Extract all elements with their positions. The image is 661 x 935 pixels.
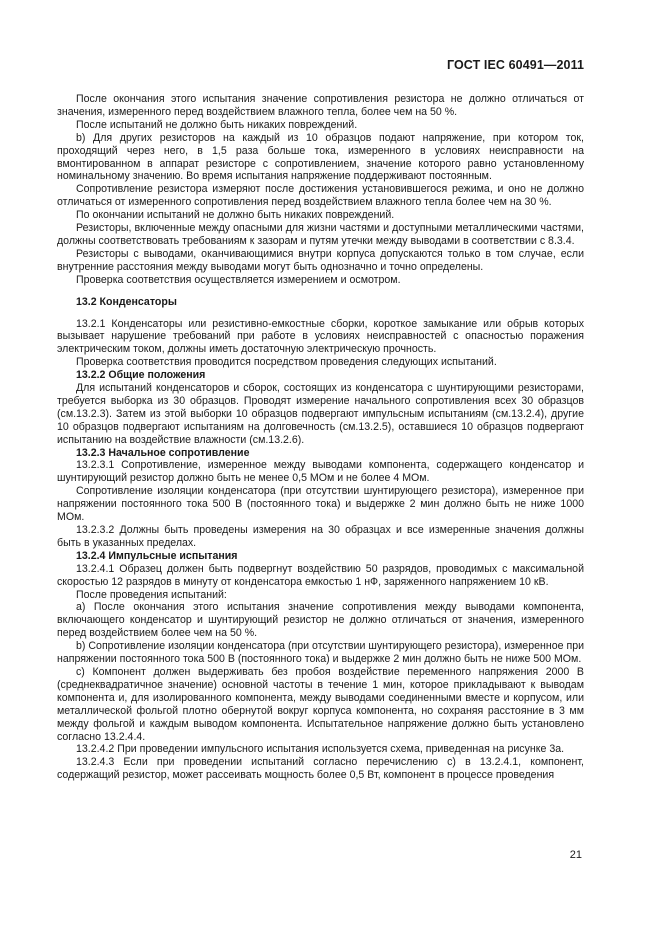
paragraph: После испытаний не должно быть никаких повреждений. [76,118,358,131]
paragraph: По окончании испытаний не должно быть никаких повреждений. [76,209,395,222]
section-heading: 13.2.4 Импульсные испытания [76,549,238,562]
page-number: 21 [569,849,582,861]
paragraph: 13.2.4.3 Если при проведении испытаний согласно перечислению с) в 13.2.4.1, компонент, содержащий резистор, может рассеивать мощность более 0,5 Вт, компонент в процессе проведения [57,756,584,782]
paragraph: Проверка соответствия осуществляется измерением и осмотром. [76,273,401,286]
section-heading: 13.2 Конденсаторы [76,295,177,308]
paragraph: b) Сопротивление изоляции конденсатора (при отсутствии шунтирующего резистора), измеренное при напряжении постоянного тока 500 В (постоянного тока) и выдержке 2 мин должно быть не ниже 500 МОм. [57,640,584,666]
document-body [57,93,584,782]
paragraph: c) Компонент должен выдерживать без пробоя воздействие переменного напряжения 2000 В (среднеквадратичное значение) основной частоты в течение 1 мин, которое прикладывают к выводам компонента и, для изолированного компонента, между выводами соединенными вместе и корпусом, или металлической фольгой плотно обернутой вокруг корпуса компонента, но сохраняя расстояние в 3 мм между фольгой и каждым выводом компонента. Испытательное напряжение должно быть установлено согласно 13.2.4.4. [57,665,584,743]
paragraph: 13.2.1 Конденсаторы или резистивно-емкостные сборки, короткое замыкание или обрыв которых вызывает нарушение требований при работе в условиях неисправностей с опасностью поражения электрическим током, должны иметь достаточную электрическую прочность. [57,317,584,356]
paragraph: b) Для других резисторов на каждый из 10 образцов подают напряжение, при котором ток, проходящий через него, в 1,5 раза больше тока, измеренного в условиях неисправности на вмонтированном в аппарат резисторе с сопротивлением, значение которого равно установленному номинальному значению. Во время испытания напряжение поддерживают постоянным. [57,131,584,183]
document-header: ГОСТ IEC 60491—2011 [446,58,584,72]
paragraph: Сопротивление резистора измеряют после достижения установившегося режима, и оно не должно отличаться от измеренного сопротивления перед воздействием влажного тепла более чем на 30 %. [57,183,584,209]
paragraph: После проведения испытаний: [76,588,227,601]
paragraph: Для испытаний конденсаторов и сборок, состоящих из конденсатора с шунтирующими резисторами, требуется выборка из 30 образцов. Проводят измерение начального сопротивления всех 30 образцов (см.13.2.3). Затем из этой выборки 10 образцов подвергают импульсным испытаниям (см.13.2.4), другие 10 образцов подвергают испытаниям на долговечность (см.13.2.5), оставшиеся 10 образцов подвергают испытанию на воздействие влажности (см.13.2.6). [57,382,584,446]
paragraph: Резисторы, включенные между опасными для жизни частями и доступными металлическими частями, должны соответствовать требованиям к зазорам и путям утечки между выводами в соответствии с 8.3.4. [57,222,584,247]
paragraph: 13.2.3.2 Должны быть проведены измерения на 30 образцах и все измеренные значения должны быть в указанных пределах. [57,524,584,549]
paragraph: Резисторы с выводами, оканчивающимися внутри корпуса допускаются только в том случае, если внутренние расстояния между выводами могут быть однозначно и точно определены. [57,247,584,273]
paragraph: 13.2.3.1 Сопротивление, измеренное между выводами компонента, содержащего конденсатор и шунтирующий резистор должно быть не менее 0,5 МОм и не более 4 МОм. [57,459,584,485]
section-heading: 13.2.2 Общие положения [76,369,206,382]
section-heading: 13.2.3 Начальное сопротивление [76,446,250,459]
paragraph: 13.2.4.2 При проведении импульсного испытания используется схема, приведенная на рисунке 3а. [76,743,565,756]
paragraph: a) После окончания этого испытания значение сопротивления между выводами компонента, включающего конденсатор и шунтирующий резистор не должно отличаться от значения, измеренного перед воздействием более чем на 50 %. [57,601,584,640]
paragraph: Проверка соответствия проводится посредством проведения следующих испытаний. [76,356,497,369]
paragraph: После окончания этого испытания значение сопротивления резистора не должно отличаться от значения, измеренного перед воздействием влажного тепла, более чем на 50 %. [57,93,584,118]
paragraph: Сопротивление изоляции конденсатора (при отсутствии шунтирующего резистора), измеренное при напряжении постоянного тока 500 В (постоянного тока) и выдержке 2 мин должно быть не ниже 1000 МОм. [57,485,584,524]
paragraph: 13.2.4.1 Образец должен быть подвергнут воздействию 50 разрядов, проводимых с максимальной скоростью 12 разрядов в минуту от конденсатора емкостью 1 нФ, заряженного напряжением 10 кВ. [57,562,584,588]
